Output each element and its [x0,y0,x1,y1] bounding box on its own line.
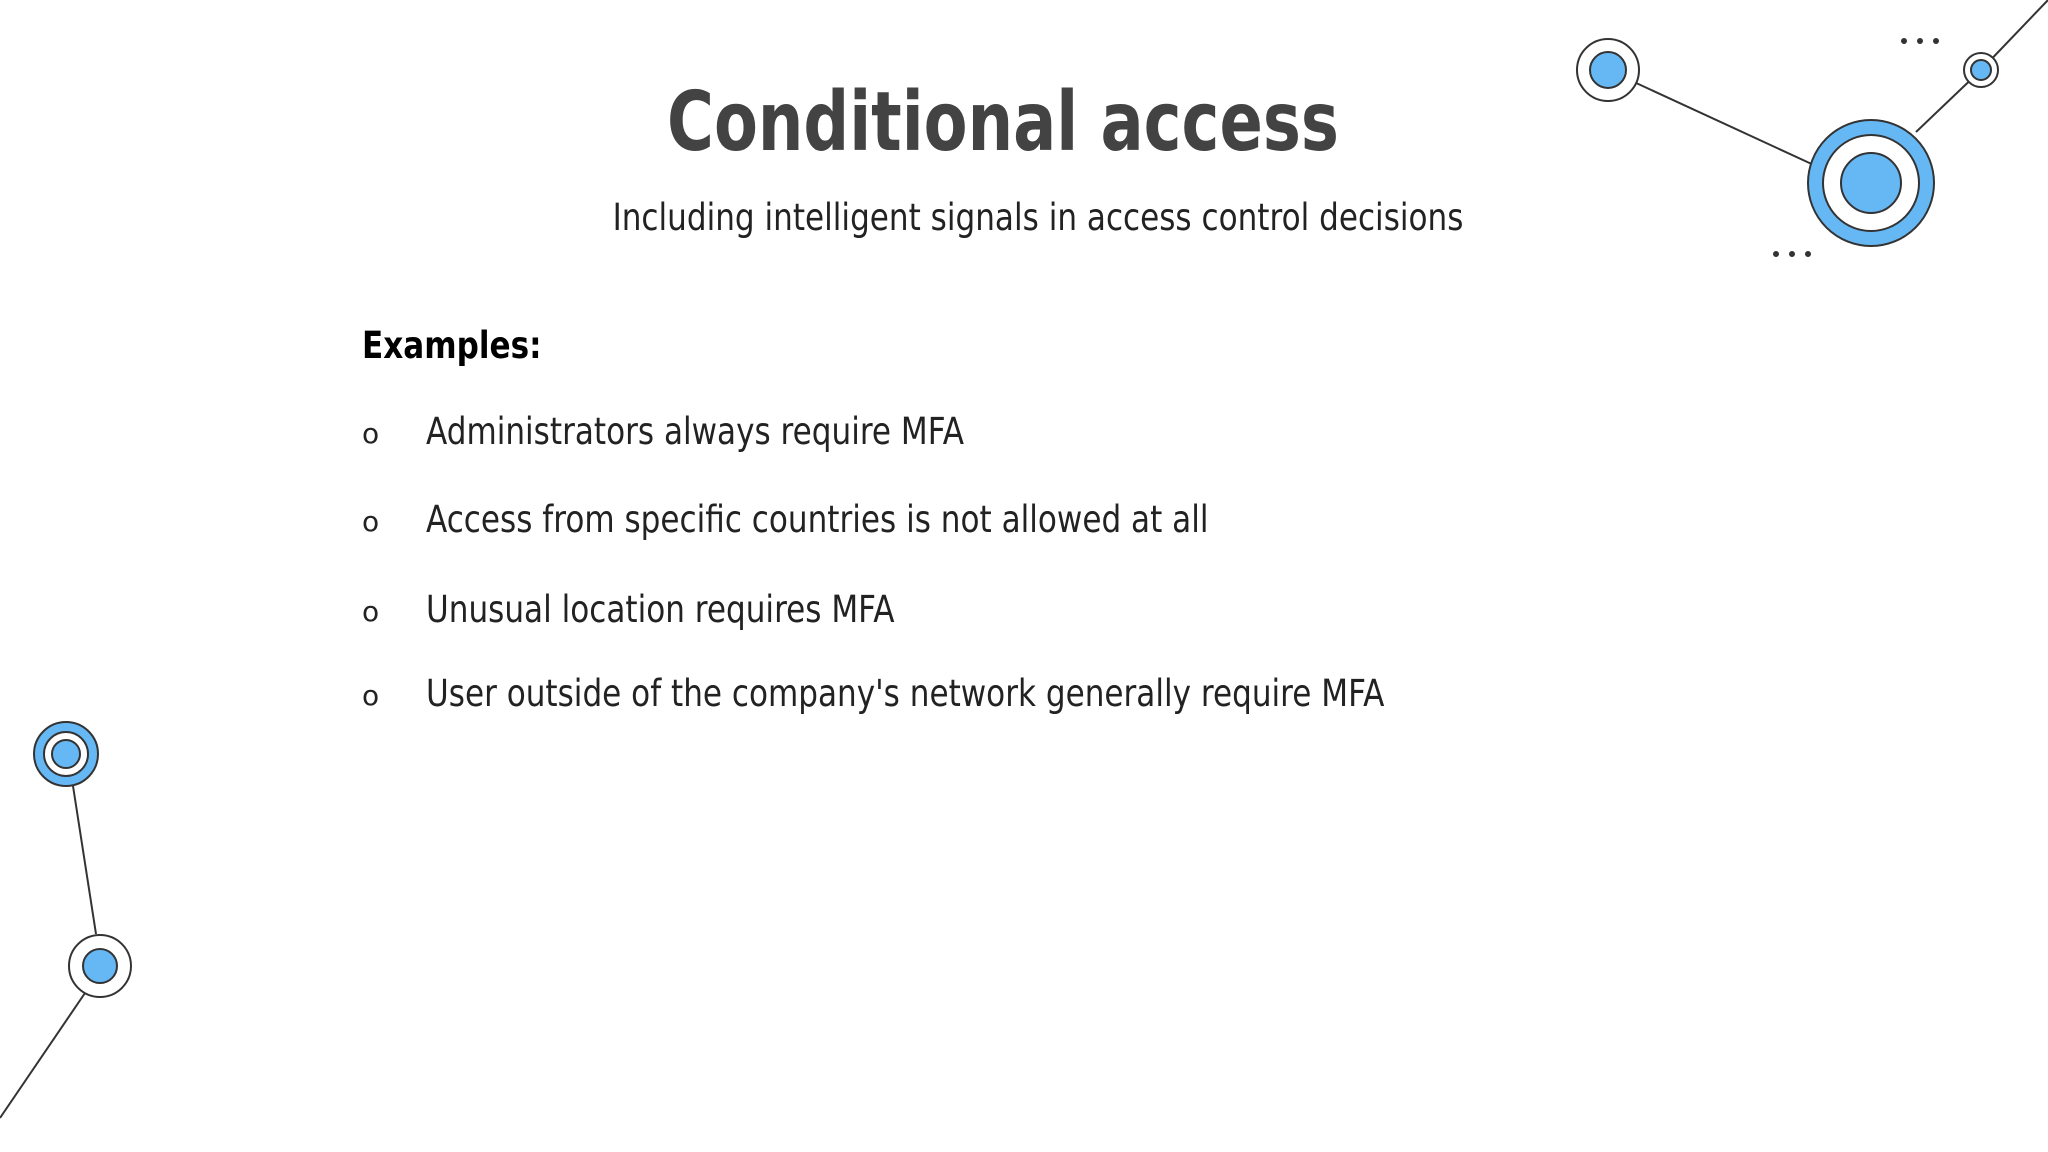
list-item-text: Access from specific countries is not allowed at all [426,498,1209,541]
list-item [362,672,1462,732]
slide-subtitle: Including intelligent signals in access control decisions [612,196,1464,239]
list-item-text: User outside of the company's network generally require MFA [426,672,1385,715]
list-item [362,498,1462,558]
bullet-circle-icon: o [362,417,380,450]
slide-title: Conditional access [667,75,1339,170]
bottom-left-network-graphic [0,722,131,1118]
list-item [362,588,1462,648]
bullet-circle-icon: o [362,505,380,538]
examples-label: Examples: [362,324,542,367]
list-item-text: Unusual location requires MFA [426,588,895,631]
bullet-circle-icon: o [362,595,380,628]
list-item-text: Administrators always require MFA [426,410,965,453]
list-item [362,410,1462,470]
bullet-circle-icon: o [362,679,380,712]
